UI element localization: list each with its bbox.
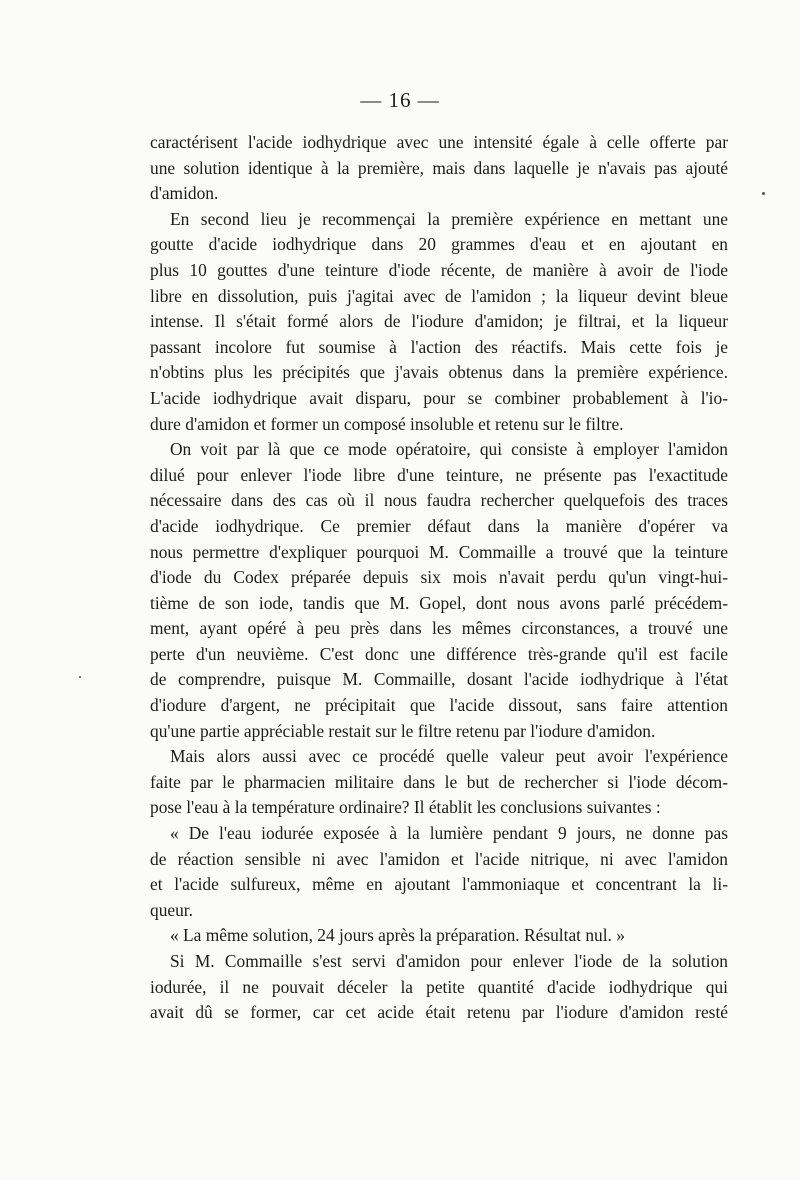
text-line: « La même solution, 24 jours après la préparation. Résultat nul. » (170, 925, 625, 946)
text-line: intense. Il s'était formé alors de l'iodure d'amidon; je filtrai, et la liqueur (150, 311, 728, 332)
paper-speck (762, 192, 765, 195)
text-line: d'iode du Codex préparée depuis six mois n'avait perdu qu'un vingt-hui- (150, 567, 728, 588)
text-line: dure d'amidon et former un composé insoluble et retenu sur le filtre. (150, 413, 624, 434)
text-line: de réaction sensible ni avec l'amidon et l'acide nitrique, ni avec l'amidon (150, 848, 728, 869)
paragraph (150, 437, 728, 744)
paragraph (150, 949, 728, 1026)
text-line: passant incolore fut soumise à l'action des réactifs. Mais cette fois je (150, 336, 728, 357)
text-line: L'acide iodhydrique avait disparu, pour se combiner probablement à l'io- (150, 387, 728, 408)
text-line: n'obtins plus les précipités que j'avais obtenus dans la première expérience. (150, 362, 728, 383)
paragraph (150, 207, 728, 437)
text-line: perte d'un neuvième. C'est donc une différence très-grande qu'il est facile (150, 643, 728, 664)
text-line: une solution identique à la première, mais dans laquelle je n'avais pas ajouté (150, 157, 728, 178)
text-line: dilué pour enlever l'iode libre d'une teinture, ne présente pas l'exactitude (150, 464, 728, 485)
text-line: d'amidon. (150, 183, 219, 204)
text-line: nécessaire dans des cas où il nous faudra rechercher quelquefois des traces (150, 490, 728, 511)
page-number: — 16 — (360, 88, 440, 112)
paragraph (150, 130, 728, 207)
text-line: queur. (150, 899, 193, 920)
text-line: Si M. Commaille s'est servi d'amidon pour enlever l'iode de la solution (170, 951, 728, 971)
paper-speck (79, 676, 81, 678)
text-line: ment, ayant opéré à peu près dans les mêmes circonstances, a trouvé une (150, 618, 728, 639)
paragraph (150, 923, 728, 949)
body-text (150, 130, 728, 1026)
paragraph (150, 744, 728, 821)
text-line: plus 10 gouttes d'une teinture d'iode récente, de manière à avoir de l'iode (150, 259, 728, 280)
text-line: tième de son iode, tandis que M. Gopel, dont nous avons parlé précédem- (150, 592, 728, 613)
text-line: faite par le pharmacien militaire dans le but de rechercher si l'iode décom- (150, 771, 728, 792)
text-line: goutte d'acide iodhydrique dans 20 grammes d'eau et en ajoutant en (150, 234, 728, 255)
text-line: iodurée, il ne pouvait déceler la petite quantité d'acide iodhydrique qui (150, 976, 728, 997)
paragraph (150, 821, 728, 923)
text-line: En second lieu je recommençai la première expérience en mettant une (170, 208, 728, 229)
text-line: Mais alors aussi avec ce procédé quelle valeur peut avoir l'expérience (170, 746, 728, 767)
text-line: caractérisent l'acide iodhydrique avec une intensité égale à celle offerte par (150, 132, 728, 152)
text-line: libre en dissolution, puis j'agitai avec de l'amidon ; la liqueur devint bleue (150, 285, 728, 306)
text-line: On voit par là que ce mode opératoire, qui consiste à employer l'amidon (170, 439, 728, 460)
text-line: d'acide iodhydrique. Ce premier défaut dans la manière d'opérer va (150, 515, 728, 536)
text-line: avait dû se former, car cet acide était retenu par l'iodure d'amidon resté (150, 1002, 728, 1023)
text-line: « De l'eau iodurée exposée à la lumière pendant 9 jours, ne donne pas (170, 823, 728, 844)
text-line: qu'une partie appréciable restait sur le filtre retenu par l'iodure d'amidon. (150, 720, 656, 741)
text-line: pose l'eau à la température ordinaire? Il établit les conclusions suivantes : (150, 797, 661, 818)
text-line: d'iodure d'argent, ne précipitait que l'acide dissout, sans faire attention (150, 695, 728, 716)
text-line: et l'acide sulfureux, même en ajoutant l'ammoniaque et concentrant la li- (150, 874, 728, 895)
text-line: de comprendre, puisque M. Commaille, dosant l'acide iodhydrique à l'état (150, 669, 728, 690)
text-line: nous permettre d'expliquer pourquoi M. Commaille a trouvé que la teinture (150, 541, 728, 562)
